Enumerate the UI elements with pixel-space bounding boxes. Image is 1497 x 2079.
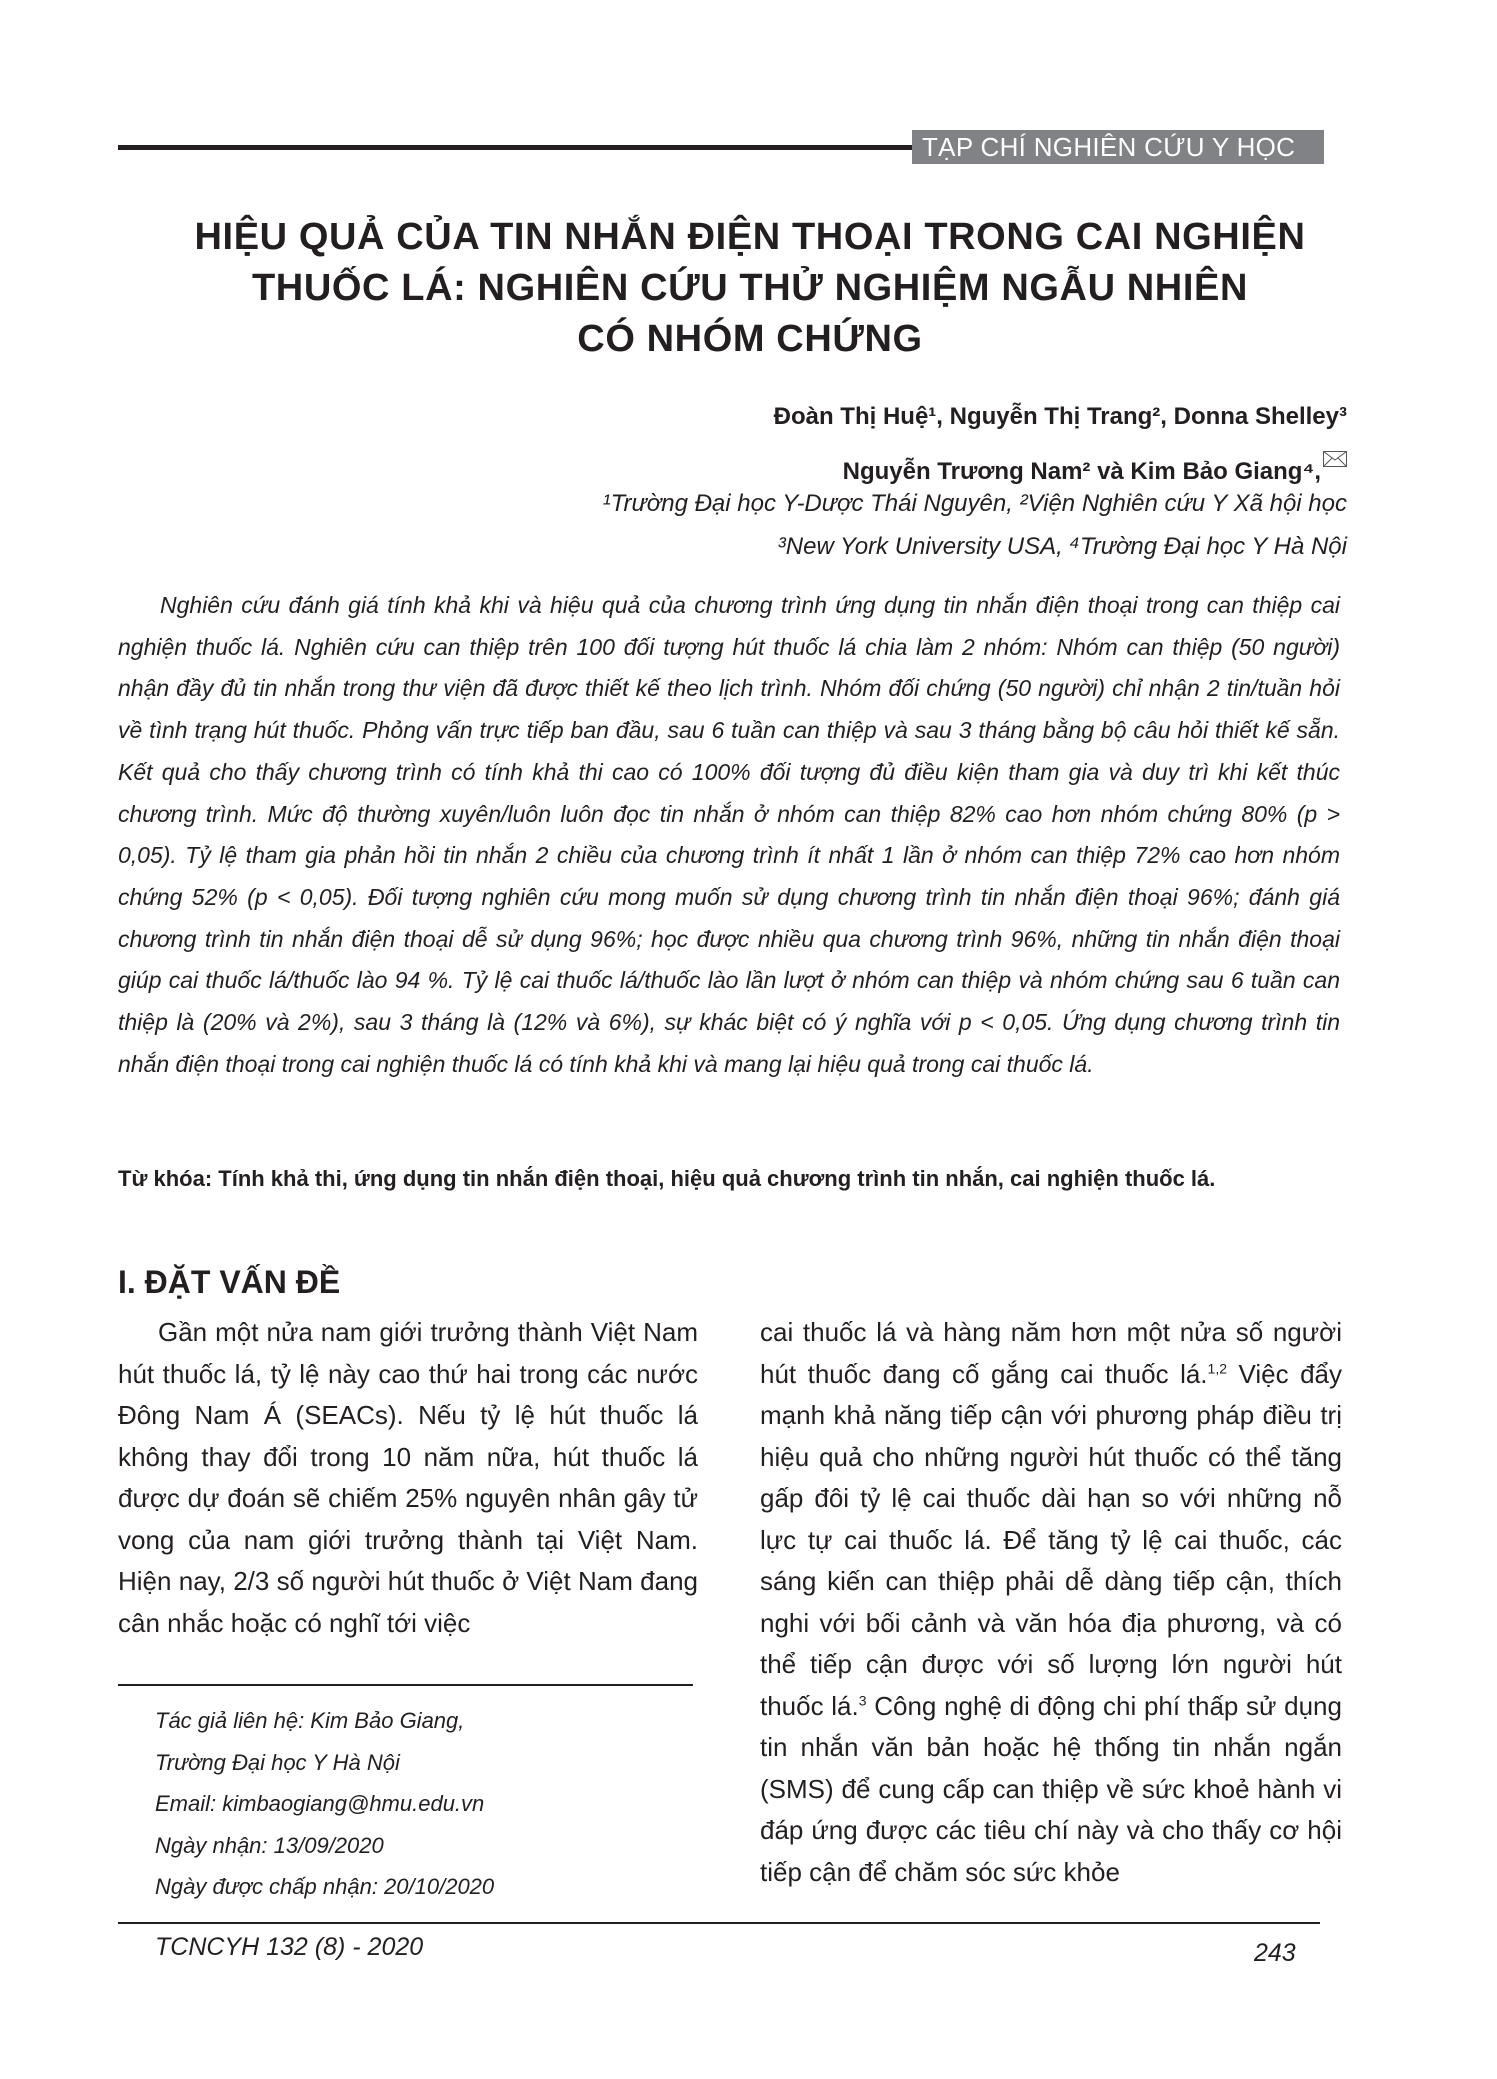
- title-line-2: THUỐC LÁ: NGHIÊN CỨU THỬ NGHIỆM NGẪU NHIÊN: [252, 267, 1248, 309]
- footnote-received: Ngày nhận: 13/09/2020: [155, 1832, 384, 1858]
- title-line-1: HIỆU QUẢ CỦA TIN NHẮN ĐIỆN THOẠI TRONG CAI NGHIỆN: [194, 216, 1306, 258]
- title-line-3: CÓ NHÓM CHỨNG: [577, 318, 923, 360]
- affiliations: [603, 482, 1347, 568]
- citation-ref: 3: [858, 1691, 867, 1708]
- body-column-left: Gần một nửa nam giới trưởng thành Việt Nam hút thuốc lá, tỷ lệ này cao thứ hai trong các nước Đông Nam Á (SEACs). Nếu tỷ lệ hút thuốc lá không thay đổi trong 10 năm nữa, hút thuốc lá được dự đoán sẽ chiếm 25% nguyên nhân gây tử vong của nam giới trưởng thành tại Việt Nam. Hiện nay, 2/3 số người hút thuốc ở Việt Nam đang cân nhắc hoặc có nghĩ tới việc: [118, 1317, 698, 1638]
- body-text: Việc đẩy mạnh khả năng tiếp cận với phương pháp điều trị hiệu quả cho những người hút thuốc có thể tăng gấp đôi tỷ lệ cai thuốc dài hạn so với những nỗ lực tự cai thuốc lá. Để tăng tỷ lệ cai thuốc, các sáng kiến can thiệp phải dễ dàng tiếp cận, thích nghi với bối cảnh và văn hóa địa phương, và có thể tiếp cận được với số lượng lớn người hút thuốc lá.: [760, 1358, 1342, 1721]
- footnote-rule: [118, 1684, 693, 1686]
- authors-line-1: Đoàn Thị Huệ¹, Nguyễn Thị Trang², Donna Shelley³: [773, 403, 1347, 430]
- journal-name: TẠP CHÍ NGHIÊN CỨU Y HỌC: [912, 130, 1324, 164]
- authors-line-2-text: Nguyễn Trương Nam² và Kim Bảo Giang⁴,: [842, 458, 1321, 485]
- page-number: 243: [1254, 1939, 1296, 1967]
- corresponding-author-footnote: [155, 1700, 494, 1908]
- body-text: Công nghệ di động chi phí thấp sử dụng tin nhắn văn bản hoặc hệ thống tin nhắn ngắn (SMS) để cung cấp can thiệp về sức khoẻ hành vi đáp ứng được các tiêu chí này và cho thấy cơ hội tiếp cận để chăm sóc sức khỏe: [760, 1690, 1342, 1887]
- article-title: [130, 212, 1370, 365]
- body-text: cai thuốc lá và hàng năm hơn một nửa số người hút thuốc đang cố gắng cai thuốc lá.: [760, 1317, 1342, 1389]
- footnote-contact: Tác giả liên hệ: Kim Bảo Giang,: [155, 1708, 465, 1733]
- footnote-email: Email: kimbaogiang@hmu.edu.vn: [155, 1791, 485, 1816]
- footnote-institution: Trường Đại học Y Hà Nội: [155, 1749, 400, 1775]
- footnote-accepted: Ngày được chấp nhận: 20/10/2020: [155, 1874, 495, 1899]
- affiliation-line-2: ³New York University USA, ⁴Trường Đại học Y Hà Nội: [777, 533, 1347, 560]
- affiliation-line-1: ¹Trường Đại học Y-Dược Thái Nguyên, ²Viện Nghiên cứu Y Xã hội học: [602, 490, 1347, 517]
- footer-rule: [118, 1922, 1320, 1924]
- citation-ref: 1,2: [1207, 1359, 1227, 1376]
- body-column-right: [760, 1312, 1342, 1893]
- mail-icon: [1323, 438, 1347, 454]
- footer-citation: TCNCYH 132 (8) - 2020: [155, 1933, 424, 1961]
- abstract: Nghiên cứu đánh giá tính khả khi và hiệu quả của chương trình ứng dụng tin nhắn điện thoại trong can thiệp cai nghiện thuốc lá. Nghiên cứu can thiệp trên 100 đối tượng hút thuốc lá chia làm 2 nhóm: Nhóm can thiệp (50 người) nhận đầy đủ tin nhắn trong thư viện đã được thiết kế theo lịch trình. Nhóm đối chứng (50 người) chỉ nhận 2 tin/tuần hỏi về tình trạng hút thuốc. Phỏng vấn trực tiếp ban đầu, sau 6 tuần can thiệp và sau 3 tháng bằng bộ câu hỏi thiết kế sẵn. Kết quả cho thấy chương trình có tính khả thi cao có 100% đối tượng đủ điều kiện tham gia và duy trì khi kết thúc chương trình. Mức độ thường xuyên/luôn luôn đọc tin nhắn ở nhóm can thiệp 82% cao hơn nhóm chứng 80% (p > 0,05). Tỷ lệ tham gia phản hồi tin nhắn 2 chiều của chương trình ít nhất 1 lần ở nhóm can thiệp 72% cao hơn nhóm chứng 52% (p < 0,05). Đối tượng nghiên cứu mong muốn sử dụng chương trình tin nhắn điện thoại 96%; đánh giá chương trình tin nhắn điện thoại dễ sử dụng 96%; học được nhiều qua chương trình 96%, những tin nhắn điện thoại giúp cai thuốc lá/thuốc lào 94 %. Tỷ lệ cai thuốc lá/thuốc lào lần lượt ở nhóm can thiệp và nhóm chứng sau 6 tuần can thiệp là (20% và 2%), sau 3 tháng là (12% và 6%), sự khác biệt có ý nghĩa với p < 0,05. Ứng dụng chương trình tin nhắn điện thoại trong cai nghiện thuốc lá có tính khả khi và mang lại hiệu quả trong cai thuốc lá.: [118, 592, 1340, 1077]
- section-heading: I. ĐẶT VẤN ĐỀ: [118, 1264, 341, 1300]
- authors: [774, 395, 1347, 493]
- keywords: Từ khóa: Tính khả thi, ứng dụng tin nhắn điện thoại, hiệu quả chương trình tin nhắn, cai nghiện thuốc lá.: [118, 1166, 1216, 1191]
